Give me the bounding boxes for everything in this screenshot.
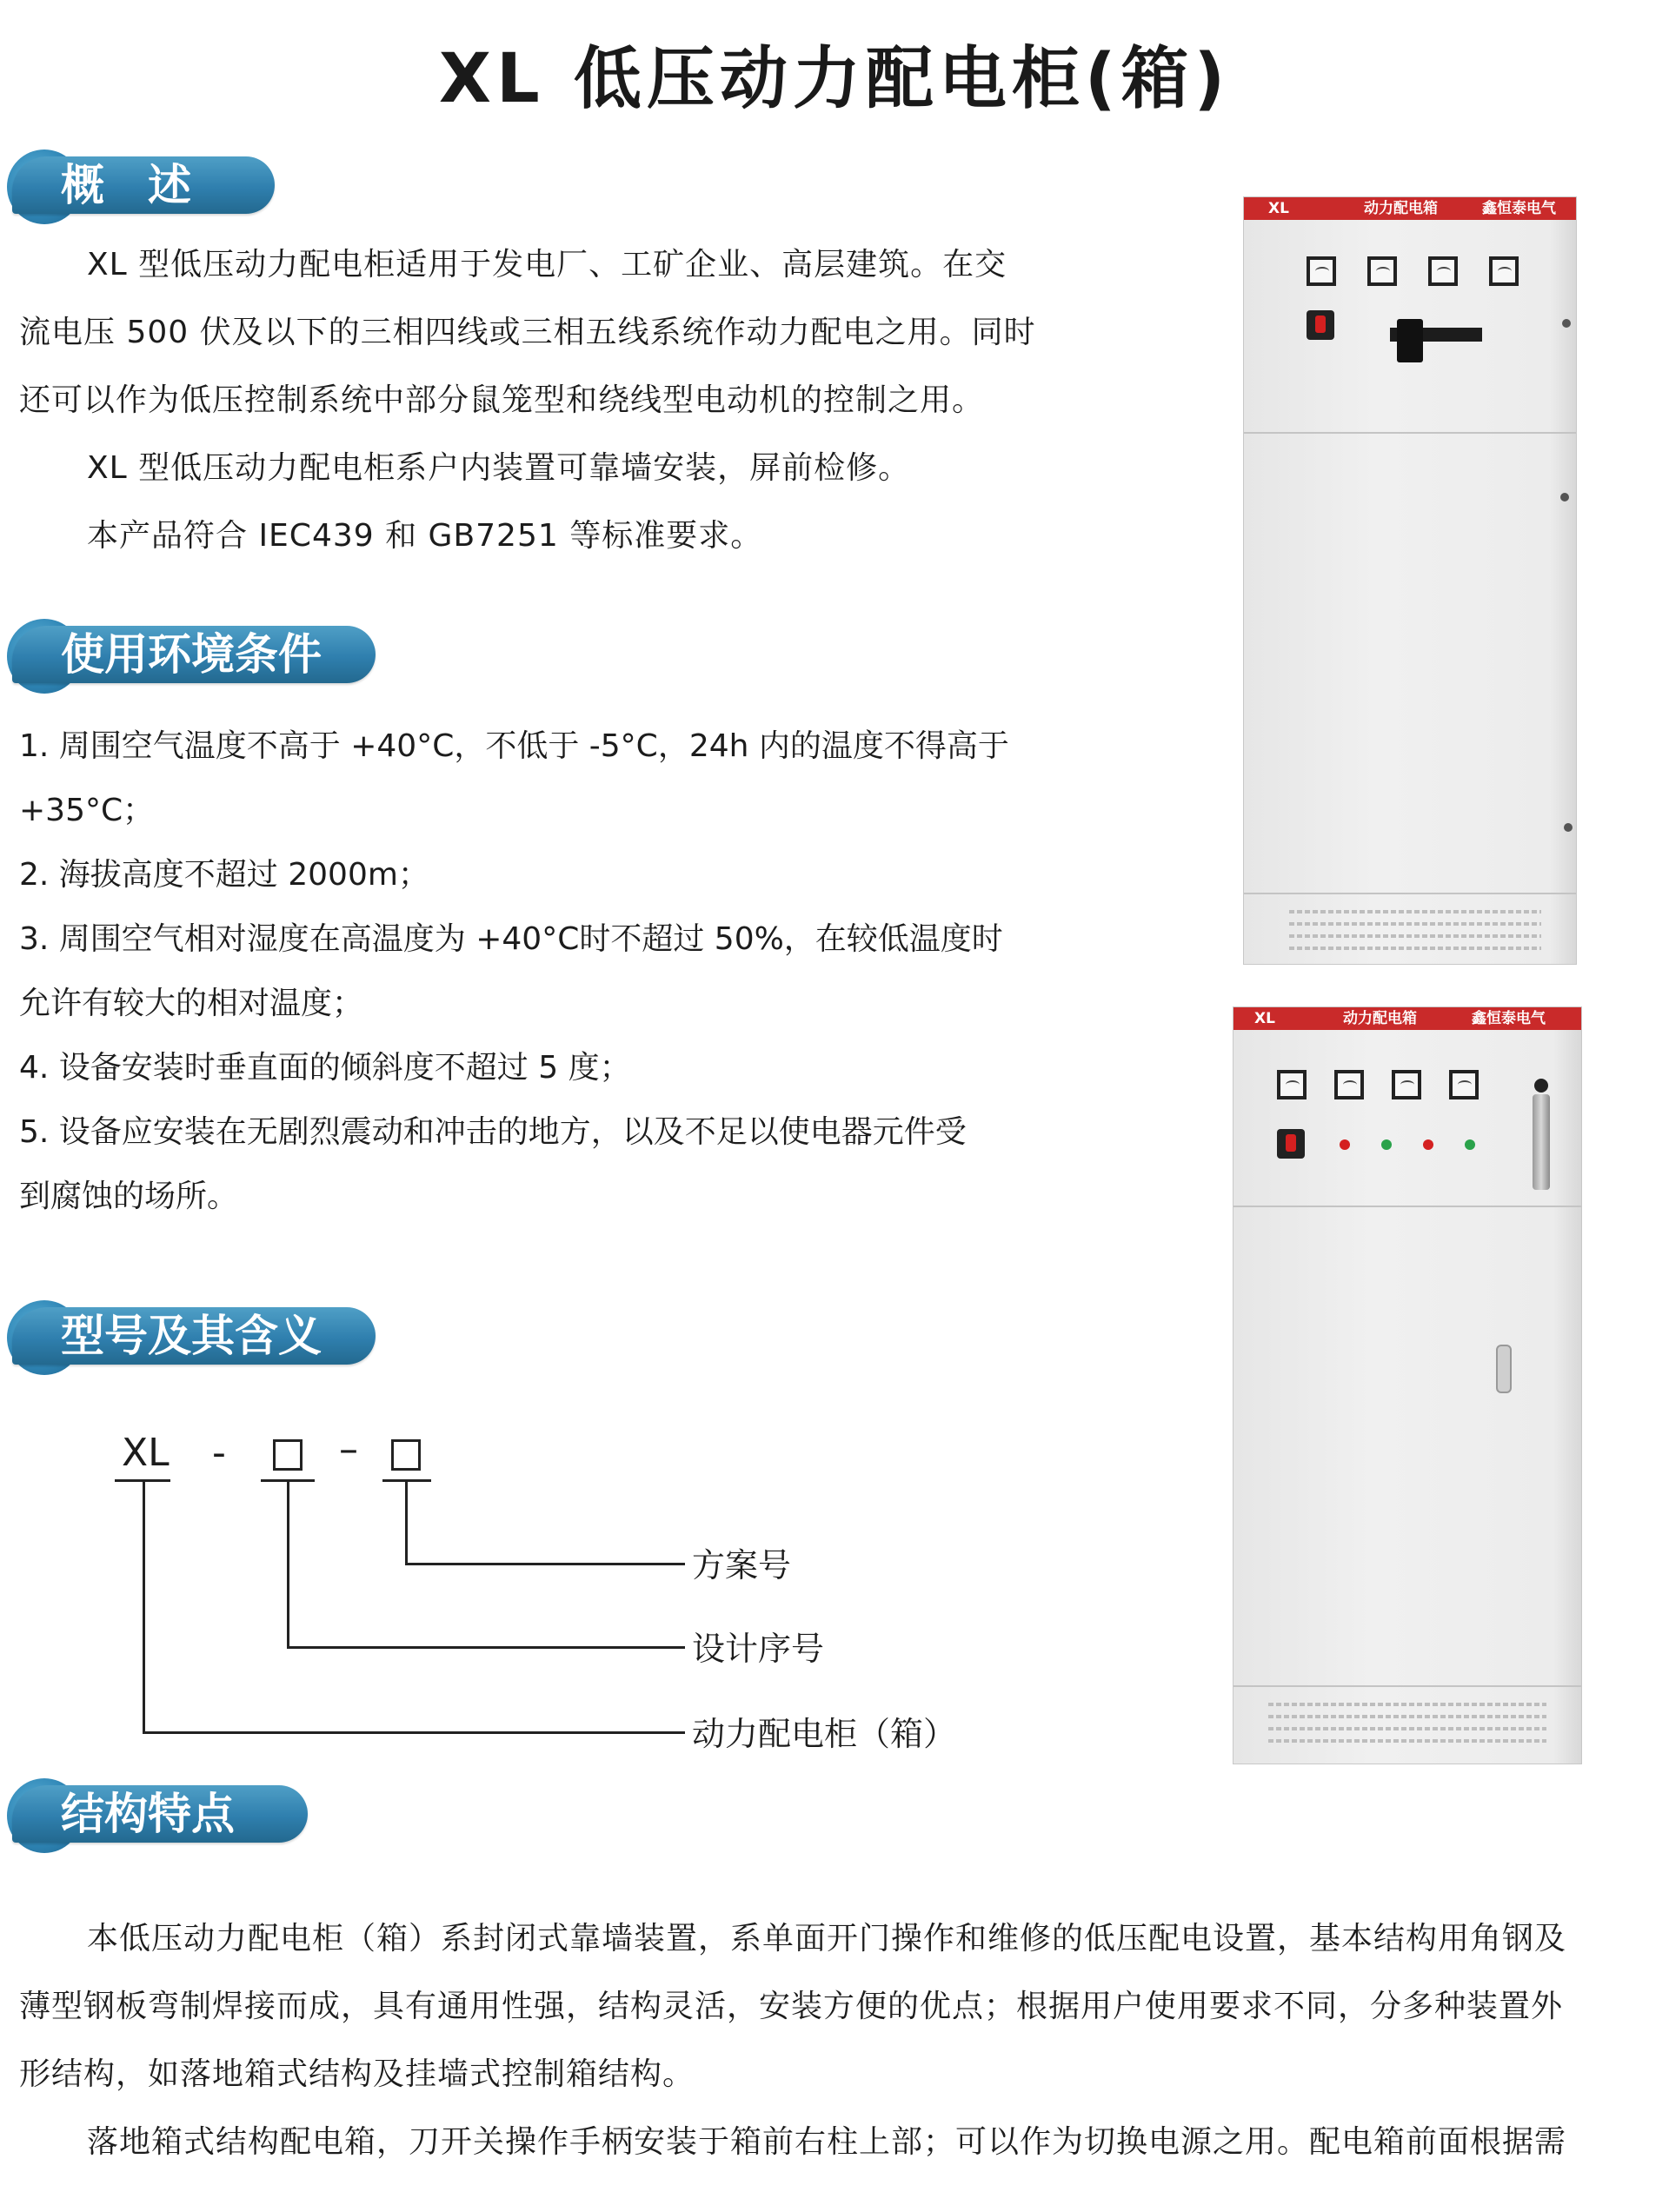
environment-list: [19, 714, 1097, 1229]
overview-line: 本产品符合 IEC439 和 GB7251 等标准要求。: [87, 518, 763, 554]
connector-line: [287, 1646, 685, 1649]
indicator-lamp-red-icon: [1423, 1139, 1433, 1150]
overview-line: 流电压 500 伏及以下的三相四线或三相五线系统作动力配电之用。同时: [19, 315, 1036, 350]
meter-icon: [1489, 256, 1519, 286]
meter-icon: [1449, 1070, 1479, 1099]
overview-line: XL 型低压动力配电柜适用于发电厂、工矿企业、高层建筑。在交: [87, 247, 1007, 282]
indicator-lamp-green-icon: [1465, 1139, 1475, 1150]
structure-line: 本低压动力配电柜（箱）系封闭式靠墙装置，系单面开门操作和维修的低压配电设置，基本结构用角钢及: [87, 1921, 1567, 1956]
meter-icon: [1392, 1070, 1421, 1099]
environment-line: 允许有较大的相对温度；: [19, 986, 364, 1021]
panel-divider: [1233, 1685, 1581, 1687]
overview-line: 还可以作为低压控制系统中部分鼠笼型和绕线型电动机的控制之用。: [19, 382, 985, 418]
door-handle-icon: [1496, 1345, 1512, 1393]
page-title: XL 低压动力配电柜(箱): [438, 40, 1231, 118]
connector-line: [405, 1481, 408, 1564]
selector-switch-icon: [1307, 310, 1334, 340]
selector-switch-icon: [1277, 1129, 1305, 1159]
meter-icon: [1277, 1070, 1307, 1099]
indicator-lamp-green-icon: [1381, 1139, 1392, 1150]
structure-line: 落地箱式结构配电箱，刀开关操作手柄安装于箱前右柱上部；可以作为切换电源之用。配电箱前面根据需: [87, 2124, 1567, 2160]
panel-divider: [1244, 432, 1576, 434]
vent-slots: [1289, 947, 1541, 950]
model-label-design: 设计序号: [692, 1630, 825, 1668]
cabinet-photo-1: [1243, 196, 1577, 965]
environment-line: 3. 周围空气相对湿度在高温度为 +40°C时不超过 50%，在较低温度时: [19, 921, 1003, 957]
cabinet-top-bar: XL 动力配电箱 鑫恒泰电气: [1244, 197, 1576, 220]
vent-slots: [1289, 910, 1541, 913]
section-heading-structure: 结构特点: [12, 1785, 308, 1843]
section-heading-model: 型号及其含义: [12, 1307, 376, 1365]
connector-line: [143, 1481, 145, 1733]
operating-handle-icon: [1533, 1094, 1550, 1190]
lock-icon: [1562, 319, 1571, 328]
panel-divider: [1244, 893, 1576, 894]
section-heading-environment: 使用环境条件: [12, 626, 376, 683]
cabinet-photo-2: [1233, 1006, 1582, 1764]
vent-slots: [1289, 922, 1541, 926]
cabinet-top-bar: XL 动力配电箱 鑫恒泰电气: [1233, 1007, 1581, 1030]
vent-slots: [1268, 1727, 1546, 1730]
model-slot-box: [391, 1439, 421, 1471]
model-code-diagram: [0, 1408, 1043, 1753]
model-code-dash: -: [212, 1431, 226, 1475]
indicator-lamp-red-icon: [1340, 1139, 1350, 1150]
structure-text: [19, 1905, 1653, 2176]
meter-icon: [1334, 1070, 1364, 1099]
structure-line: 薄型钢板弯制焊接而成，具有通用性强，结构灵活，安装方便的优点；根据用户使用要求不同，分多种装置外: [19, 1989, 1564, 2024]
model-slot-box: [273, 1439, 303, 1471]
structure-line: 形结构，如落地箱式结构及挂墙式控制箱结构。: [19, 2056, 695, 2092]
section-heading-overview: 概 述: [12, 156, 275, 214]
knife-switch-base-icon: [1397, 319, 1423, 362]
model-label-scheme: 方案号: [692, 1546, 792, 1584]
model-code-prefix: XL: [122, 1431, 170, 1475]
environment-line: 到腐蚀的场所。: [19, 1179, 239, 1214]
vent-slots: [1268, 1739, 1546, 1743]
handle-knob-icon: [1534, 1079, 1548, 1093]
connector-line: [405, 1563, 685, 1565]
vent-slots: [1268, 1715, 1546, 1718]
vent-slots: [1268, 1703, 1546, 1706]
overview-text: [19, 231, 1097, 570]
meter-icon: [1367, 256, 1397, 286]
environment-line: 2. 海拔高度不超过 2000m；: [19, 857, 429, 893]
environment-line: 4. 设备安装时垂直面的倾斜度不超过 5 度；: [19, 1050, 631, 1086]
lock-icon: [1564, 823, 1573, 832]
overview-line: XL 型低压动力配电柜系户内装置可靠墙安装，屏前检修。: [87, 450, 911, 486]
environment-line: +35°C；: [19, 793, 155, 828]
lock-icon: [1560, 493, 1569, 502]
model-label-type: 动力配电柜（箱）: [692, 1715, 957, 1753]
connector-line: [287, 1481, 289, 1648]
meter-icon: [1428, 256, 1458, 286]
panel-divider: [1233, 1206, 1581, 1207]
connector-line: [143, 1731, 685, 1734]
vent-slots: [1289, 934, 1541, 938]
meter-icon: [1307, 256, 1336, 286]
environment-line: 1. 周围空气温度不高于 +40°C，不低于 -5°C，24h 内的温度不得高于: [19, 728, 1009, 764]
environment-line: 5. 设备应安装在无剧烈震动和冲击的地方，以及不足以使电器元件受: [19, 1114, 967, 1150]
model-code-dash: –: [339, 1427, 358, 1471]
